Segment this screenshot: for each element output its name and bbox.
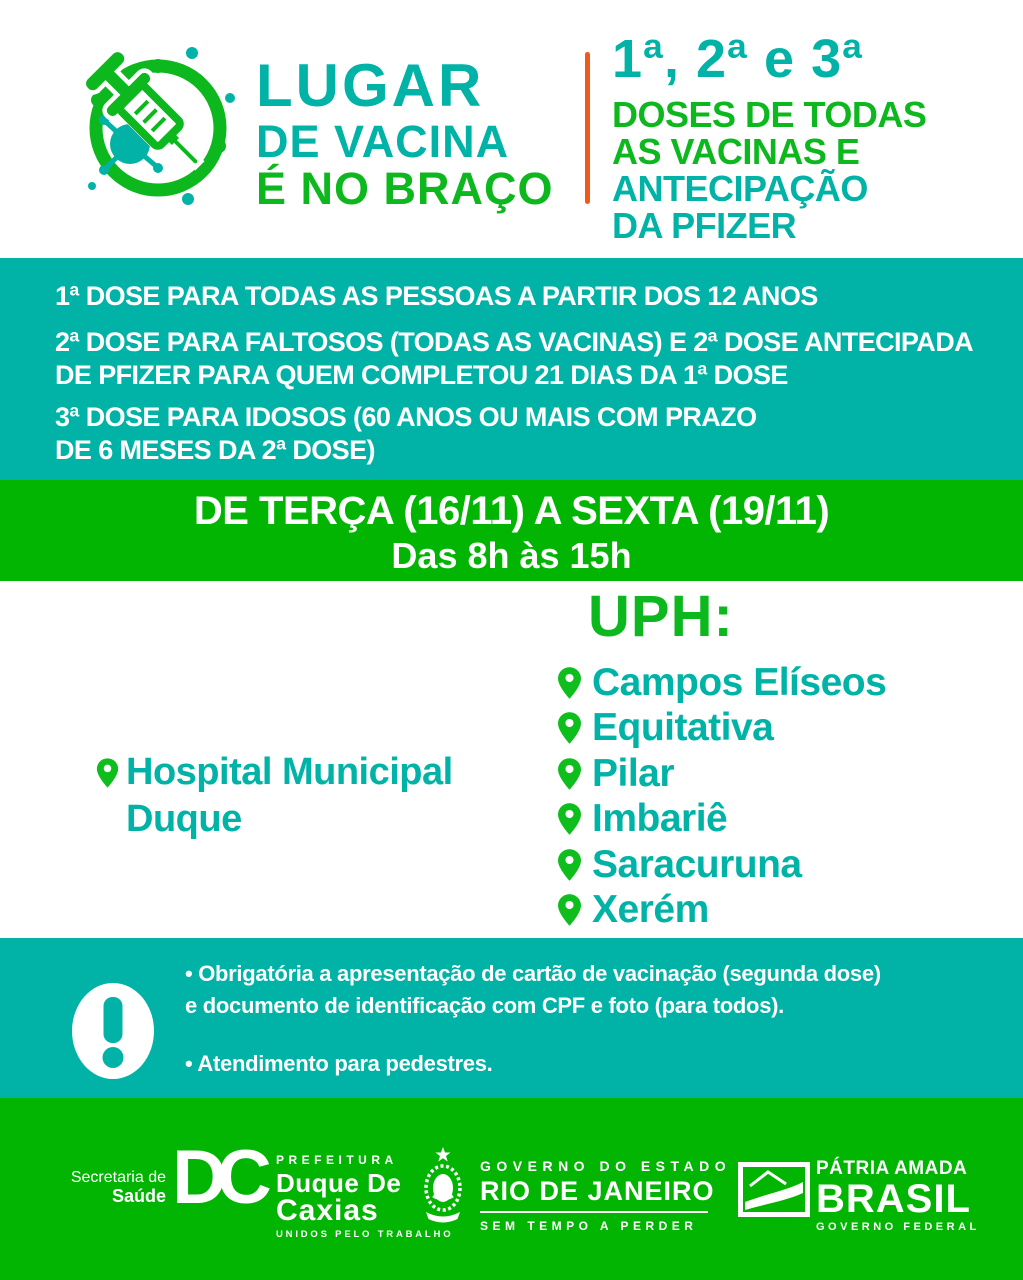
doses-subline-4: DA PFIZER (612, 205, 797, 246)
notice-bullet-1-line-1: • Obrigatória a apresentação de cartão de vacinação (segunda dose) (185, 961, 881, 986)
secretaria-saude-label (58, 1168, 166, 1206)
eligibility-item-2-line-1: 2ª DOSE PARA FALTOSOS (TODAS AS VACINAS) E 2ª DOSE ANTECIPADA (55, 327, 973, 357)
state-label: GOVERNO DO ESTADO (480, 1158, 732, 1174)
schedule-band (0, 480, 1023, 581)
title-line-2: DE VACINA (256, 116, 510, 167)
doses-subline-1: DOSES DE TODAS (612, 94, 927, 135)
title-line-1: LUGAR (256, 52, 485, 119)
orange-divider (585, 52, 590, 204)
uph-list-item (556, 797, 886, 843)
location-pin-icon (556, 848, 583, 882)
eligibility-item-2 (55, 326, 993, 392)
city-name-line-1: Duque De (276, 1168, 402, 1198)
eligibility-item-1-line-1: 1ª DOSE PARA TODAS AS PESSOAS A PARTIR DOS 12 ANOS (55, 281, 818, 311)
federal-name: BRASIL (816, 1177, 971, 1221)
doses-headline: 1ª, 2ª e 3ª (612, 29, 864, 89)
notice-text (185, 958, 881, 1080)
doses-headline-block (612, 28, 926, 244)
location-pin-icon (556, 666, 583, 700)
hospital-name-line-1: Hospital Municipal (126, 751, 453, 793)
eligibility-item-3-line-2: DE 6 MESES DA 2ª DOSE) (55, 435, 375, 465)
uph-name: Xerém (592, 888, 709, 932)
state-divider (480, 1211, 708, 1213)
uph-name: Equitativa (592, 706, 774, 750)
location-pin-icon (556, 711, 583, 745)
notice-bullet-2: • Atendimento para pedestres. (185, 1051, 493, 1076)
eligibility-item-3-line-1: 3ª DOSE PARA IDOSOS (60 ANOS OU MAIS COM PRAZO (55, 402, 757, 432)
state-tagline: SEM TEMPO A PERDER (480, 1219, 698, 1233)
uph-list-item (556, 888, 886, 934)
uph-list (556, 660, 886, 933)
eligibility-item-1 (55, 280, 993, 313)
uph-name: Pilar (592, 751, 675, 795)
rio-coat-of-arms-icon (418, 1146, 468, 1226)
brasil-flag-icon (738, 1162, 810, 1217)
title-line-3: É NO BRAÇO (256, 163, 554, 214)
uph-name: Imbariê (592, 797, 728, 841)
governo-federal-logo (816, 1158, 980, 1233)
uph-list-item (556, 660, 886, 706)
location-pin-icon (556, 802, 583, 836)
location-pin-icon (556, 757, 583, 791)
uph-heading: UPH: (588, 584, 734, 649)
footer (0, 1098, 1023, 1280)
eligibility-item-3 (55, 401, 993, 467)
uph-list-item (556, 706, 886, 752)
hospital-name-line-2: Duque (126, 798, 242, 840)
city-name-line-2: Caxias (276, 1194, 379, 1227)
uph-name: Saracuruna (592, 842, 802, 886)
uph-list-item (556, 842, 886, 888)
secretaria-line-1: Secretaria de (70, 1169, 166, 1186)
hospital-location (95, 749, 453, 843)
doses-subline-2: AS VACINAS E (612, 131, 860, 172)
federal-label: PÁTRIA AMADA (816, 1158, 968, 1179)
governo-estado-rj-logo (480, 1158, 731, 1233)
locations-section (0, 581, 1023, 938)
uph-name: Campos Elíseos (592, 660, 887, 704)
location-pin-icon (556, 893, 583, 927)
uph-list-item (556, 751, 886, 797)
notice-band (0, 938, 1023, 1098)
federal-tagline: GOVERNO FEDERAL (816, 1221, 980, 1233)
header (0, 0, 1023, 258)
syringe-virus-logo-icon (70, 36, 245, 216)
schedule-hours: Das 8h às 15h (391, 535, 632, 576)
campaign-title (256, 52, 554, 214)
dc-city-logo: DC (172, 1135, 262, 1220)
secretaria-line-2: Saúde (111, 1186, 166, 1206)
state-name: RIO DE JANEIRO (480, 1176, 715, 1206)
schedule-dates: DE TERÇA (16/11) A SEXTA (19/11) (193, 489, 830, 533)
prefeitura-label: PREFEITURA (276, 1153, 398, 1167)
eligibility-band (0, 258, 1023, 480)
exclamation-icon (72, 983, 154, 1079)
doses-subline-3: ANTECIPAÇÃO (612, 168, 868, 209)
location-pin-icon (95, 757, 120, 789)
city-tagline: UNIDOS PELO TRABALHO (276, 1229, 454, 1240)
notice-bullet-1-line-2: e documento de identificação com CPF e foto (para todos). (185, 993, 784, 1018)
eligibility-item-2-line-2: DE PFIZER PARA QUEM COMPLETOU 21 DIAS DA 1ª DOSE (55, 360, 788, 390)
